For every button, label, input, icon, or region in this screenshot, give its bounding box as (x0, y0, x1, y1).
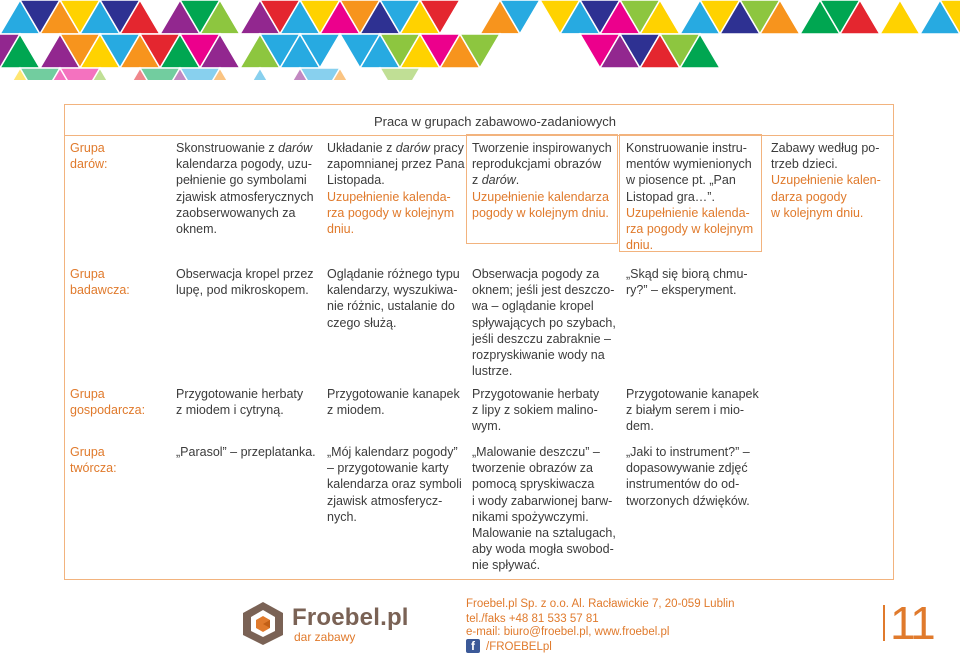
company-phone: tel./faks +48 81 533 57 81 (466, 613, 599, 625)
cell-darow-5: Zabawy według po- trzeb dzieci. Uzupełnienie kalen- darza pogody w kolejnym dniu. (771, 141, 881, 220)
cell-darow-1: Skonstruowanie z darów kalendarza pogody, uzu- pełnienie go symbolami zjawisk atmosferycznych zaobserwowanych za oknem. (176, 141, 314, 237)
cell-gospodarcza-4: Przygotowanie kanapek z białym serem i mio- dem. (626, 387, 759, 434)
page-number-divider (883, 605, 885, 641)
froebel-logo-icon[interactable] (240, 600, 286, 646)
group-label-darow: Grupa darów: (70, 141, 108, 172)
company-address: Froebel.pl Sp. z o.o. Al. Racławickie 7, 20-059 Lublin (466, 598, 735, 610)
brand-name[interactable]: Froebel.pl (292, 604, 409, 631)
cell-tworcza-4: „Jaki to instrument?” – dopasowywanie zdjęć instrumentów do od- tworzonych dźwięków. (626, 445, 750, 508)
table-title: Praca w grupach zabawowo-zadaniowych (373, 114, 617, 129)
cell-tworcza-1: „Parasol” – przeplatanka. (176, 445, 316, 459)
cell-gospodarcza-1: Przygotowanie herbaty z miodem i cytryną. (176, 387, 304, 418)
cell-darow-4: Konstruowanie instru- mentów wymienionych w piosence pt. „Pan Listopad gra…”. Uzupełnienie kalenda- rza pogody w kolejnym dniu. (626, 141, 754, 253)
cell-tworcza-3: „Malowanie deszczu” – tworzenie obrazów za pomocą spryskiwacza i wody zabarwionej barw- nikami spożywczymi. Malowanie na sztalugach, aby woda mogła swobod- nie spływać. (472, 445, 616, 573)
facebook-icon[interactable]: f (466, 639, 480, 653)
cell-darow-2: Układanie z darów pracy zapomnianej przez Pana Listopada. Uzupełnienie kalenda- rza pogody w kolejnym dniu. (327, 141, 465, 237)
cell-gospodarcza-3: Przygotowanie herbaty z lipy z sokiem malino- wym. (472, 387, 600, 434)
cell-badawcza-1: Obserwacja kropel przez lupę, pod mikroskopem. (176, 267, 314, 298)
cell-tworcza-2: „Mój kalendarz pogody” – przygotowanie karty kalendarza oraz symboli zjawisk atmosferycz- nych. (327, 445, 462, 524)
facebook-handle[interactable]: /FROEBELpl (486, 641, 552, 653)
brand-tagline: dar zabawy (294, 630, 356, 644)
cell-badawcza-2: Oglądanie różnego typu kalendarzy, wyszukiwa- nie różnic, ustalanie do czego służą. (327, 267, 460, 330)
group-label-gospodarcza: Grupa gospodarcza: (70, 387, 146, 418)
group-label-badawcza: Grupa badawcza: (70, 267, 130, 298)
cell-gospodarcza-2: Przygotowanie kanapek z miodem. (327, 387, 460, 418)
decorative-triangle (380, 68, 420, 80)
decorative-triangle-banner (0, 0, 960, 80)
cell-badawcza-3: Obserwacja pogody za oknem; jeśli jest deszczo- wa – oglądanie kropel spływających po szybach, jeśli deszczu zabraknie – rozpryskiwanie wody na lustrze. (472, 267, 616, 379)
group-label-tworcza: Grupa twórcza: (70, 445, 117, 476)
company-contact[interactable]: e-mail: biuro@froebel.pl, www.froebel.pl (466, 626, 670, 638)
cell-darow-3: Tworzenie inspirowanych reprodukcjami obrazów z darów. Uzupełnienie kalendarza pogody w kolejnym dniu. (472, 141, 612, 220)
cell-badawcza-4: „Skąd się biorą chmu- ry?” – eksperyment. (626, 267, 748, 298)
page-number: 11 (890, 597, 934, 649)
